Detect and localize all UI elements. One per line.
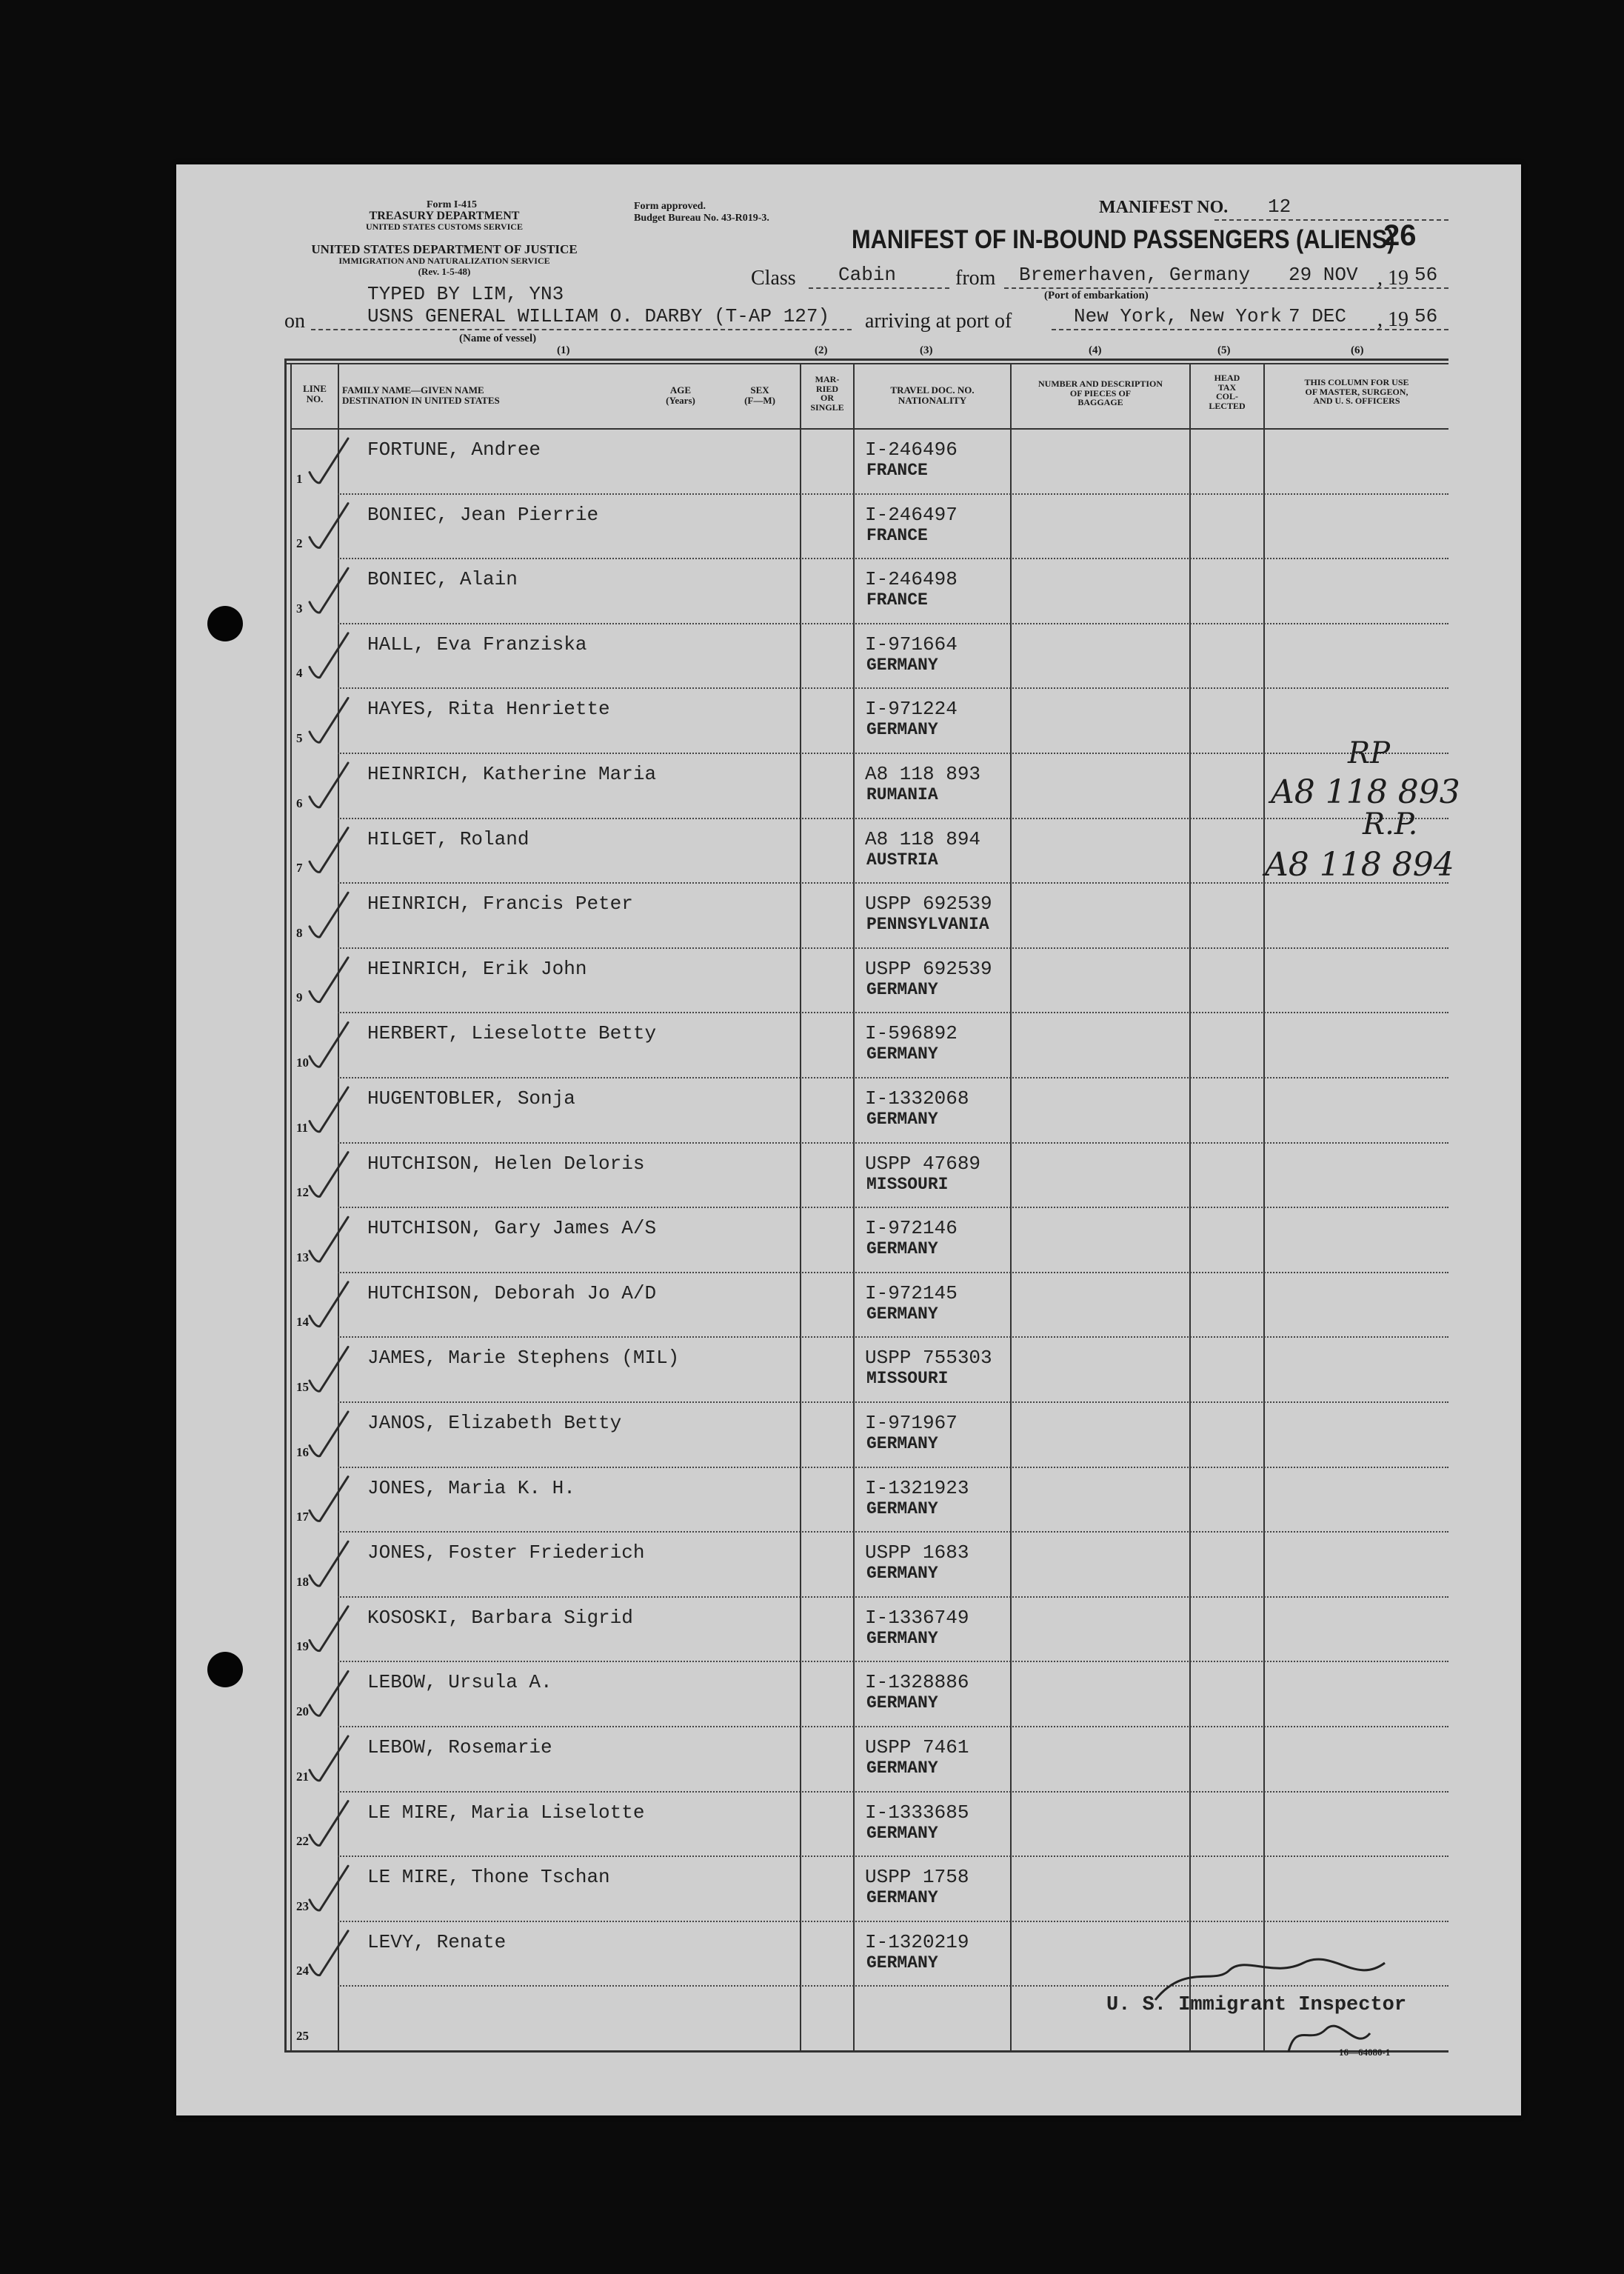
departure-date: 29 NOV: [1289, 264, 1358, 286]
nationality: MISSOURI: [866, 1174, 949, 1194]
nationality: GERMANY: [866, 655, 938, 675]
nationality: FRANCE: [866, 590, 928, 610]
travel-doc-number: I-1336749: [865, 1606, 969, 1629]
binder-hole-bottom: [207, 1652, 243, 1687]
passenger-name: HALL, Eva Franziska: [367, 633, 587, 656]
line-number: 24: [296, 1964, 309, 1978]
travel-doc-number: I-971967: [865, 1412, 958, 1434]
nationality: FRANCE: [866, 461, 928, 480]
nationality: RUMANIA: [866, 785, 938, 804]
passenger-name: HILGET, Roland: [367, 827, 529, 850]
line-number: 21: [296, 1769, 309, 1784]
nationality: GERMANY: [866, 720, 938, 740]
vessel-underline: [311, 329, 852, 330]
table-top-rule: [284, 359, 1448, 361]
arriving-label: arriving at port of: [865, 310, 1012, 333]
col-num-1: (1): [557, 344, 570, 356]
passenger-name: JONES, Foster Friederich: [367, 1541, 645, 1564]
passenger-name: JONES, Maria K. H.: [367, 1476, 575, 1499]
doj: UNITED STATES DEPARTMENT OF JUSTICE: [311, 242, 578, 256]
arrival-year-prefix: , 19: [1377, 308, 1409, 331]
nationality: GERMANY: [866, 1953, 938, 1973]
travel-doc-number: I-1321923: [865, 1476, 969, 1499]
line-number: 19: [296, 1639, 309, 1654]
departure-year-prefix: , 19: [1377, 267, 1409, 290]
vessel-name: USNS GENERAL WILLIAM O. DARBY (T-AP 127): [367, 305, 830, 327]
row-divider: [338, 1207, 1448, 1208]
nationality: GERMANY: [866, 1239, 938, 1259]
row-divider: [338, 558, 1448, 559]
passenger-name: HUGENTOBLER, Sonja: [367, 1087, 575, 1110]
line-number: 22: [296, 1834, 309, 1849]
arrival-date: 7 DEC: [1289, 305, 1347, 327]
line-number: 14: [296, 1315, 309, 1330]
row-divider: [338, 687, 1448, 689]
form-approved: Form approved.: [634, 201, 706, 212]
row-divider: [338, 1661, 1448, 1662]
nationality: PENNSYLVANIA: [866, 915, 989, 935]
line-number: 5: [296, 731, 303, 745]
passenger-name: JAMES, Marie Stephens (MIL): [367, 1347, 680, 1370]
row-divider: [338, 493, 1448, 495]
line-number: 20: [296, 1704, 309, 1718]
departure-year: 56: [1414, 264, 1438, 286]
col-header-name: FAMILY NAME—GIVEN NAME DESTINATION IN UNITED STATES: [342, 384, 500, 406]
passenger-name: FORTUNE, Andree: [367, 439, 541, 461]
form-number: Form I-415: [426, 199, 478, 210]
nationality: GERMANY: [866, 979, 938, 999]
line-number: 18: [296, 1574, 309, 1589]
class-underline: [809, 287, 949, 289]
row-divider: [338, 1467, 1448, 1468]
nationality: FRANCE: [866, 525, 928, 545]
row-divider: [338, 1142, 1448, 1144]
row-divider: [338, 1726, 1448, 1727]
row-divider: [338, 1401, 1448, 1403]
line-number: 7: [296, 861, 303, 876]
travel-doc-number: I-972145: [865, 1281, 958, 1304]
row-divider: [338, 1985, 1448, 1987]
nationality: GERMANY: [866, 1498, 938, 1518]
travel-doc-number: I-1332068: [865, 1087, 969, 1110]
passenger-name: HEINRICH, Francis Peter: [367, 893, 633, 916]
row-divider: [338, 1531, 1448, 1533]
nationality: GERMANY: [866, 1758, 938, 1778]
travel-doc-number: I-1333685: [865, 1801, 969, 1824]
manifest-label: MANIFEST NO.: [1099, 198, 1229, 217]
line-number: 4: [296, 666, 303, 681]
line-number: 2: [296, 536, 303, 551]
from-label: from: [955, 267, 996, 290]
inspector-label: U. S. Immigrant Inspector: [1106, 1994, 1407, 2016]
passenger-name: HUTCHISON, Gary James A/S: [367, 1217, 657, 1240]
header-bottom-rule: [290, 428, 1448, 430]
row-divider: [338, 1791, 1448, 1793]
on-label: on: [284, 310, 305, 333]
col-header-sex: SEX (F—M): [744, 384, 775, 406]
col-num-3: (3): [920, 344, 933, 356]
rp-annotation-1: RP: [1348, 736, 1391, 770]
travel-doc-number: I-972146: [865, 1217, 958, 1240]
travel-doc-number: USPP 1683: [865, 1541, 969, 1564]
travel-doc-number: I-1328886: [865, 1671, 969, 1694]
passenger-name: BONIEC, Alain: [367, 568, 518, 591]
row-divider: [338, 1012, 1448, 1013]
passenger-name: LE MIRE, Thone Tschan: [367, 1866, 610, 1889]
class-value: Cabin: [838, 264, 897, 286]
passenger-name: LEVY, Renate: [367, 1930, 507, 1953]
typed-by: TYPED BY LIM, YN3: [367, 283, 564, 305]
nationality: GERMANY: [866, 1564, 938, 1584]
passenger-name: LEBOW, Rosemarie: [367, 1736, 552, 1758]
travel-doc-number: I-971664: [865, 633, 958, 656]
alien-number-annotation-2: A8 118 894: [1265, 846, 1454, 884]
table-bottom-rule: [284, 2050, 1448, 2053]
vessel-caption: (Name of vessel): [459, 333, 537, 344]
line-number: 9: [296, 990, 303, 1005]
travel-doc-number: A8 118 893: [865, 763, 981, 785]
passenger-name: HUTCHISON, Deborah Jo A/D: [367, 1281, 657, 1304]
nationality: GERMANY: [866, 1110, 938, 1129]
ins: IMMIGRATION AND NATURALIZATION SERVICE: [338, 256, 550, 266]
arrival-year: 56: [1414, 305, 1438, 327]
row-divider: [338, 1596, 1448, 1598]
col-header-age: AGE (Years): [666, 384, 695, 406]
travel-doc-number: USPP 692539: [865, 893, 992, 916]
travel-doc-number: I-971224: [865, 698, 958, 721]
nationality: GERMANY: [866, 1888, 938, 1908]
travel-doc-number: I-1320219: [865, 1930, 969, 1953]
rev-date: (Rev. 1-5-48): [418, 266, 471, 277]
row-divider: [338, 1272, 1448, 1273]
line-number: 3: [296, 601, 303, 616]
travel-doc-number: I-246496: [865, 439, 958, 461]
binder-hole-top: [207, 606, 243, 641]
line-number: 11: [296, 1120, 309, 1135]
nationality: GERMANY: [866, 1304, 938, 1324]
nationality: GERMANY: [866, 1434, 938, 1453]
travel-doc-number: I-246498: [865, 568, 958, 591]
passenger-name: LE MIRE, Maria Liselotte: [367, 1801, 645, 1824]
port-of-embarkation: Bremerhaven, Germany: [1019, 264, 1251, 286]
col-num-6: (6): [1351, 344, 1364, 356]
arrival-port: New York, New York: [1074, 305, 1282, 327]
col-num-5: (5): [1217, 344, 1231, 356]
travel-doc-number: USPP 692539: [865, 957, 992, 980]
rp-annotation-2: R.P.: [1363, 807, 1418, 841]
travel-doc-number: I-596892: [865, 1022, 958, 1045]
passenger-name: HUTCHISON, Helen Deloris: [367, 1152, 645, 1175]
travel-doc-number: USPP 7461: [865, 1736, 969, 1758]
row-divider: [338, 1336, 1448, 1338]
passenger-name: BONIEC, Jean Pierrie: [367, 503, 599, 526]
page-number: 26: [1383, 219, 1417, 252]
nationality: GERMANY: [866, 1823, 938, 1843]
nationality: GERMANY: [866, 1628, 938, 1648]
table-left-rule: [284, 359, 287, 2052]
travel-doc-number: USPP 755303: [865, 1347, 992, 1370]
passenger-name: JANOS, Elizabeth Betty: [367, 1412, 622, 1434]
row-divider: [338, 1855, 1448, 1857]
travel-doc-number: A8 118 894: [865, 827, 981, 850]
line-number: 8: [296, 925, 303, 940]
row-divider: [338, 818, 1448, 819]
line-number: 1: [296, 471, 303, 486]
travel-doc-number: USPP 47689: [865, 1152, 981, 1175]
line-number: 12: [296, 1185, 309, 1200]
nationality: GERMANY: [866, 1693, 938, 1713]
travel-doc-number: I-246497: [865, 503, 958, 526]
customs-service: UNITED STATES CUSTOMS SERVICE: [366, 221, 523, 232]
line-number: 25: [296, 2029, 309, 2043]
row-divider: [338, 1077, 1448, 1078]
row-divider: [338, 753, 1448, 754]
line-number: 17: [296, 1510, 309, 1524]
col-header-head-tax: HEAD TAX COL- LECTED: [1209, 373, 1246, 411]
col-header-travel-doc: TRAVEL DOC. NO. NATIONALITY: [890, 384, 975, 406]
port-caption: (Port of embarkation): [1044, 290, 1149, 301]
manifest-number: 12: [1268, 196, 1291, 218]
col-header-baggage: NUMBER AND DESCRIPTION OF PIECES OF BAGGAGE: [1037, 379, 1163, 408]
row-divider: [338, 623, 1448, 624]
budget-bureau: Budget Bureau No. 43-R019-3.: [634, 213, 769, 224]
col-header-line-no: LINE NO.: [303, 383, 327, 404]
line-number: 16: [296, 1444, 309, 1459]
passenger-name: LEBOW, Ursula A.: [367, 1671, 552, 1694]
line-number: 15: [296, 1380, 309, 1394]
nationality: AUSTRIA: [866, 850, 938, 870]
col-num-2: (2): [815, 344, 828, 356]
row-divider: [338, 1921, 1448, 1922]
passenger-name: HAYES, Rita Henriette: [367, 698, 610, 721]
passenger-name: KOSOSKI, Barbara Sigrid: [367, 1606, 633, 1629]
treasury-dept: TREASURY DEPARTMENT: [369, 210, 520, 222]
print-code: 16—64080-1: [1339, 2047, 1391, 2058]
row-divider: [338, 947, 1448, 949]
table-left-rule-2: [290, 363, 292, 2052]
travel-doc-number: USPP 1758: [865, 1866, 969, 1889]
col-header-married: MAR- RIED OR SINGLE: [810, 374, 844, 413]
col-header-officers: THIS COLUMN FOR USE OF MASTER, SURGEON, AND U. S. OFFICERS: [1304, 377, 1409, 407]
alien-number-annotation-1: A8 118 893: [1271, 773, 1460, 811]
passenger-name: HEINRICH, Erik John: [367, 957, 587, 980]
class-label: Class: [751, 267, 796, 290]
manifest-title: MANIFEST OF IN-BOUND PASSENGERS (ALIENS): [852, 225, 1395, 254]
passenger-name: HERBERT, Lieselotte Betty: [367, 1022, 657, 1045]
table-top-rule-2: [284, 363, 1448, 364]
col-num-4: (4): [1089, 344, 1102, 356]
nationality: MISSOURI: [866, 1369, 949, 1389]
line-number: 6: [296, 796, 303, 810]
nationality: GERMANY: [866, 1044, 938, 1064]
passenger-name: HEINRICH, Katherine Maria: [367, 763, 657, 785]
line-number: 13: [296, 1250, 309, 1264]
line-number: 10: [296, 1056, 309, 1070]
line-number: 23: [296, 1898, 309, 1913]
